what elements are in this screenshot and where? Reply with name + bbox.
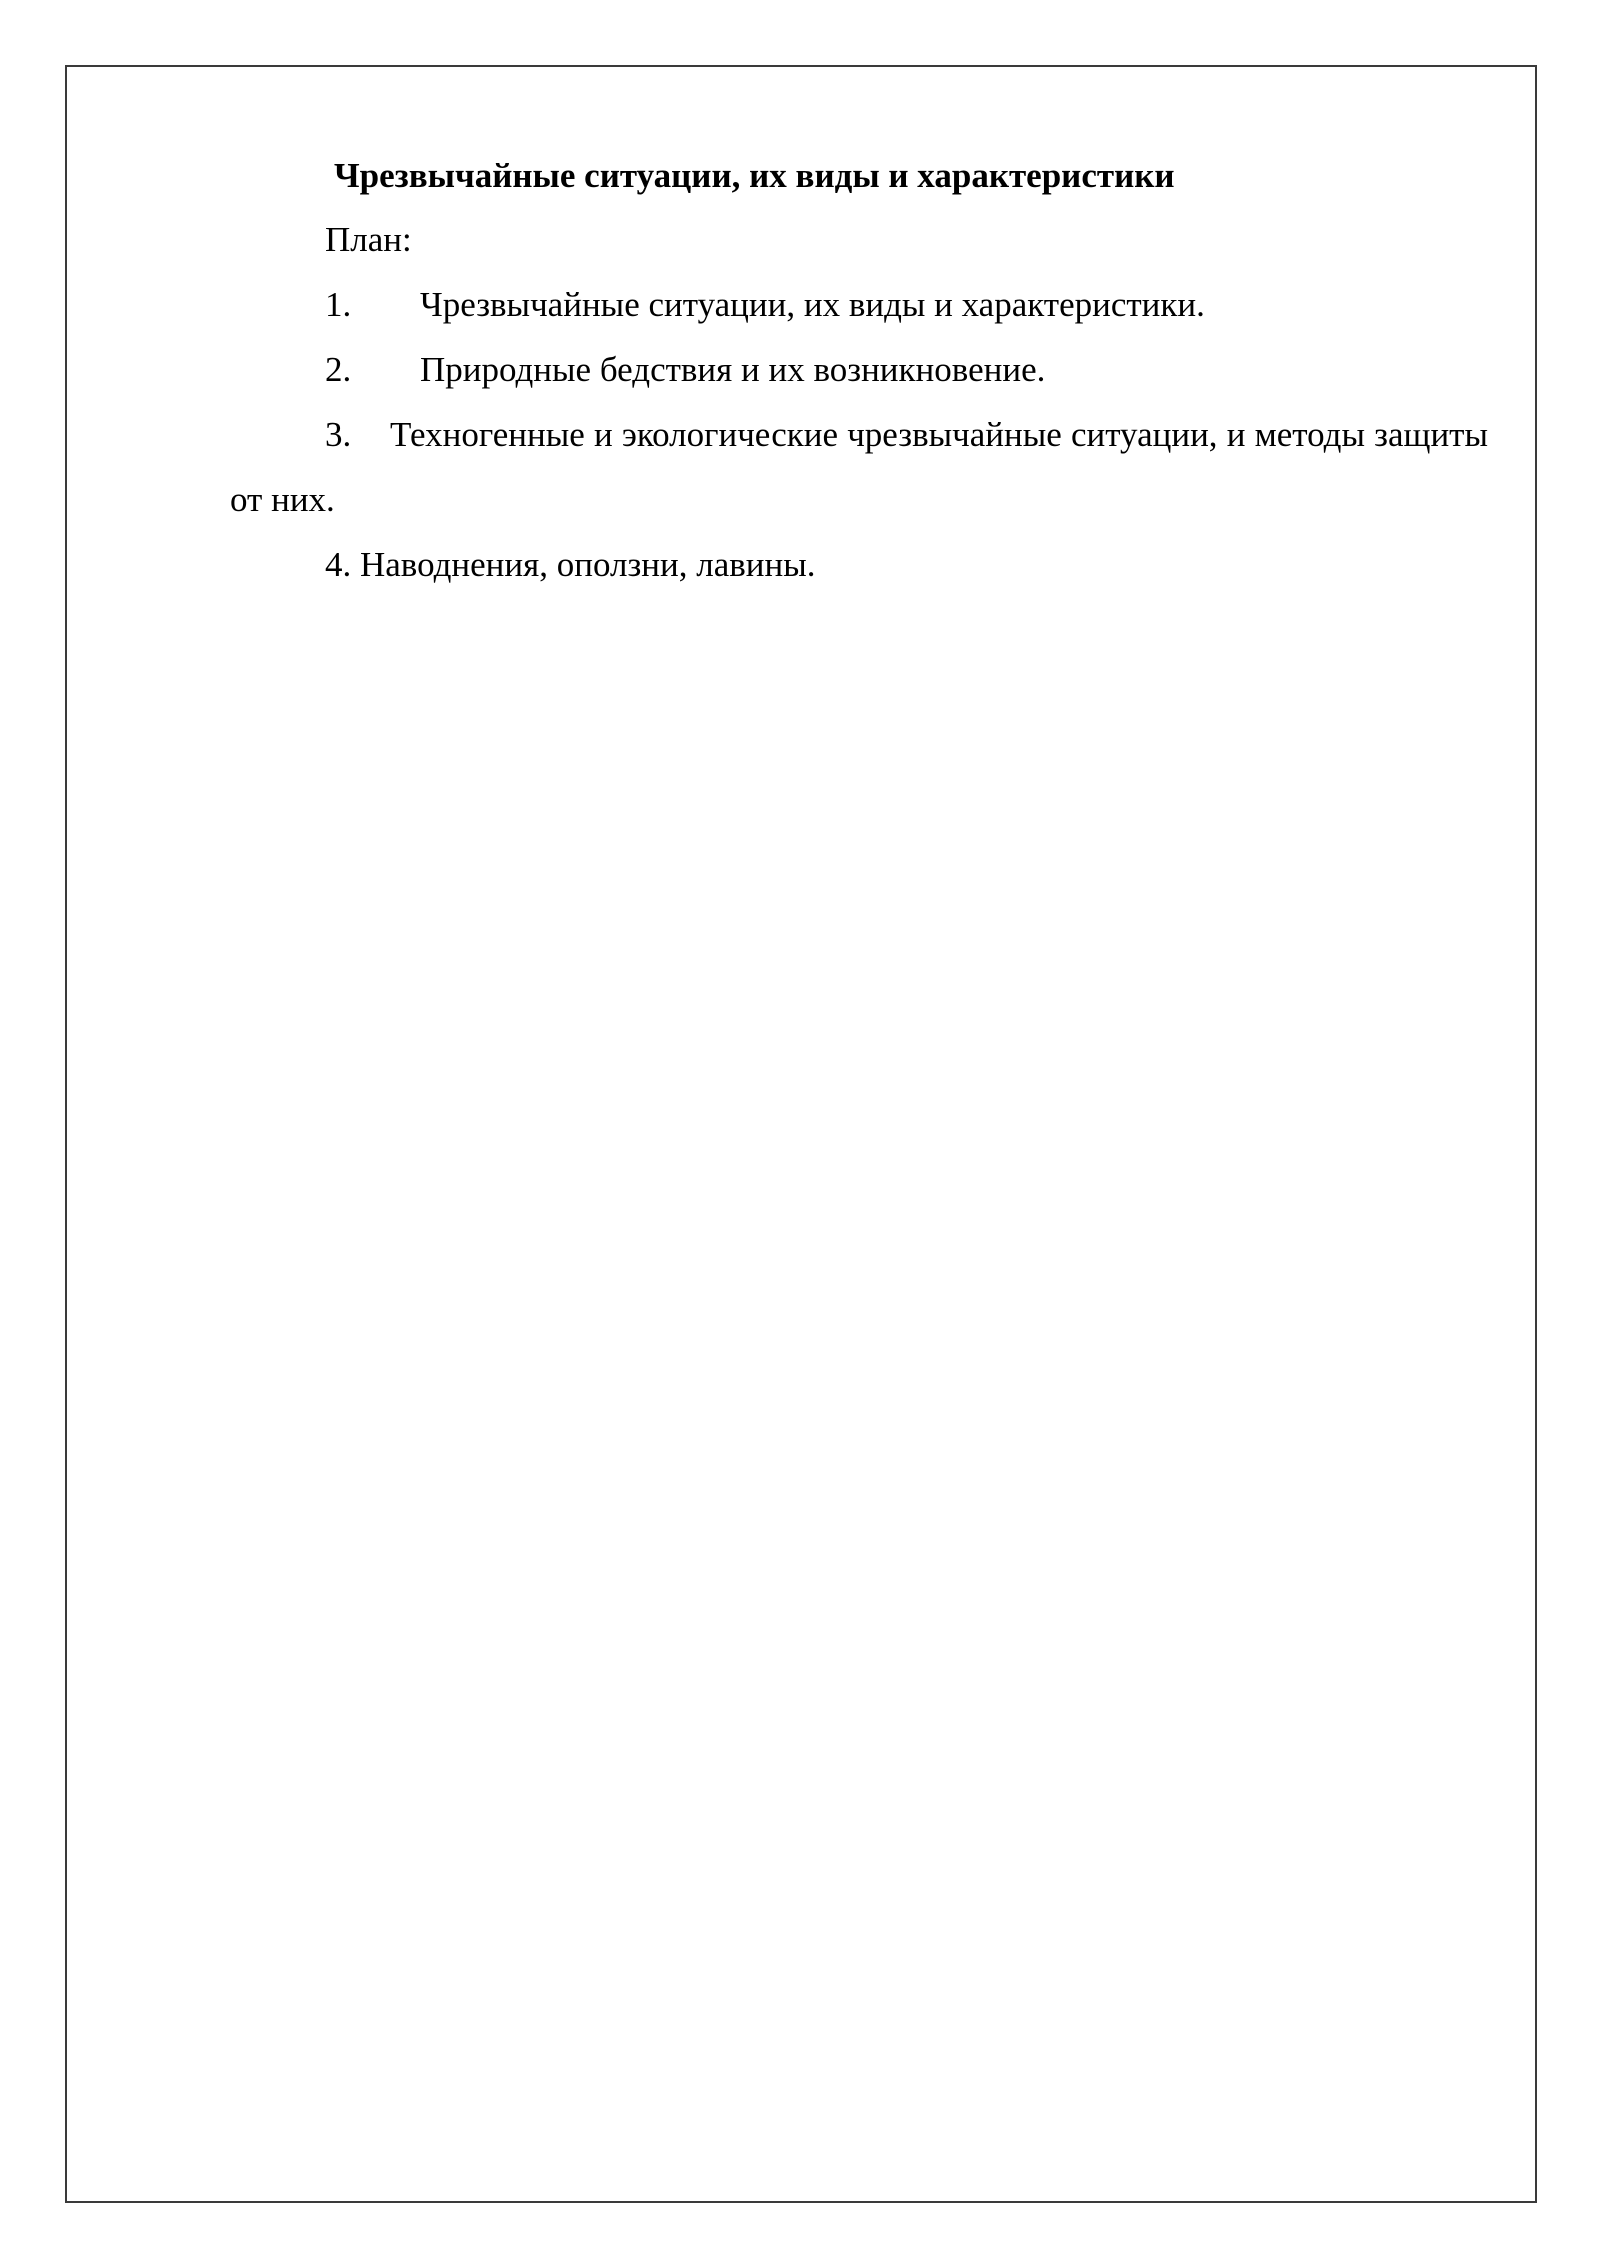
plan-item-2 [230,337,1488,402]
document-body [230,145,1488,597]
plan-item-3 [230,402,1488,532]
plan-item-4 [230,532,1488,597]
plan-label: План: [325,220,412,259]
plan-item-number: 1. [325,285,352,324]
document-title: Чрезвычайные ситуации, их виды и характеристики [334,156,1175,195]
plan-item-text: Наводнения, оползни, лавины. [360,545,816,584]
plan-item-number: 2. [325,350,352,389]
plan-item-text: Природные бедствия и их возникновение. [420,350,1046,389]
plan-item-1 [230,272,1488,337]
plan-item-number: 3. [325,415,352,454]
plan-item-text: Чрезвычайные ситуации, их виды и характеристики. [420,285,1205,324]
plan-item-text: Техногенные и экологические чрезвычайные ситуации, и методы защиты от них. [230,415,1488,519]
plan-item-number: 4. [325,545,352,584]
